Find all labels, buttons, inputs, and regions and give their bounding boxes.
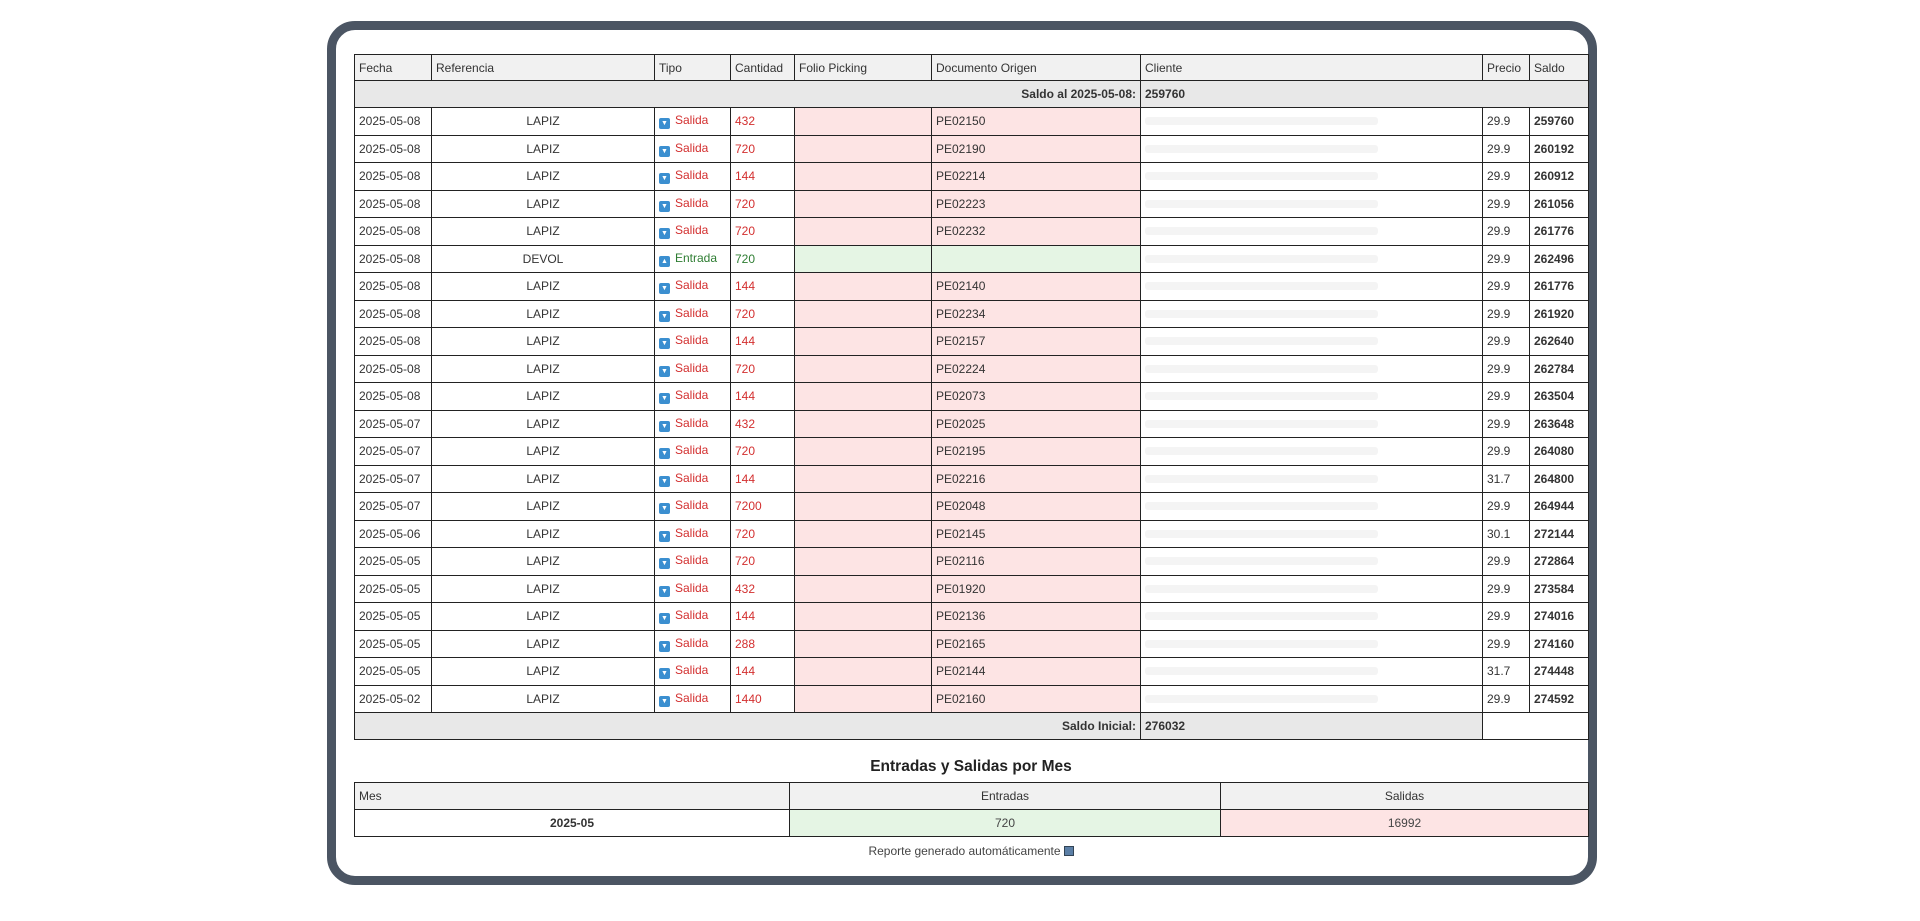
redacted-client: [1145, 227, 1378, 235]
cell-documento-origen[interactable]: PE02234: [932, 300, 1141, 328]
cell-referencia: LAPIZ: [432, 658, 655, 686]
cell-saldo: 274016: [1530, 603, 1589, 631]
cell-folio-picking: [795, 520, 932, 548]
cell-precio: 29.9: [1483, 108, 1530, 136]
cell-cantidad: 432: [731, 108, 795, 136]
cell-fecha: 2025-05-07: [355, 438, 432, 466]
monthly-title: Entradas y Salidas por Mes: [870, 758, 1072, 775]
cell-precio: 29.9: [1483, 328, 1530, 356]
redacted-client: [1145, 640, 1378, 648]
cell-documento-origen[interactable]: PE02165: [932, 630, 1141, 658]
monthly-salidas: 16992: [1221, 810, 1589, 837]
table-row: [355, 355, 1589, 383]
cell-precio: 29.9: [1483, 218, 1530, 246]
cell-precio: 29.9: [1483, 135, 1530, 163]
cell-cliente: [1141, 685, 1483, 713]
cell-saldo: 264800: [1530, 465, 1589, 493]
cell-cliente: [1141, 548, 1483, 576]
cell-cliente: [1141, 410, 1483, 438]
cell-cantidad: 288: [731, 630, 795, 658]
cell-documento-origen[interactable]: PE02144: [932, 658, 1141, 686]
cell-precio: 29.9: [1483, 548, 1530, 576]
report-content: [354, 54, 1588, 858]
cell-cliente: [1141, 273, 1483, 301]
cell-tipo: ▼ Salida: [655, 658, 731, 686]
column-header[interactable]: Cantidad: [731, 55, 795, 81]
cell-documento-origen[interactable]: PE02232: [932, 218, 1141, 246]
cell-precio: 29.9: [1483, 410, 1530, 438]
cell-referencia: LAPIZ: [432, 685, 655, 713]
cell-tipo: ▼ Salida: [655, 190, 731, 218]
column-header[interactable]: Fecha: [355, 55, 432, 81]
cell-folio-picking: [795, 190, 932, 218]
cell-referencia: LAPIZ: [432, 273, 655, 301]
cell-folio-picking: [795, 548, 932, 576]
redacted-client: [1145, 557, 1378, 565]
cell-cantidad: 720: [731, 438, 795, 466]
cell-folio-picking: [795, 685, 932, 713]
arrow-down-icon: ▼: [659, 173, 670, 184]
cell-documento-origen[interactable]: PE02216: [932, 465, 1141, 493]
cell-precio: 31.7: [1483, 658, 1530, 686]
monthly-header-salidas: Salidas: [1221, 783, 1589, 810]
table-row: [355, 218, 1589, 246]
redacted-client: [1145, 392, 1378, 400]
arrow-down-icon: ▼: [659, 311, 670, 322]
chart-icon: [1064, 846, 1074, 856]
cell-documento-origen[interactable]: PE02150: [932, 108, 1141, 136]
cell-precio: 29.9: [1483, 493, 1530, 521]
cell-folio-picking: [795, 300, 932, 328]
redacted-client: [1145, 255, 1378, 263]
cell-cliente: [1141, 245, 1483, 273]
cell-folio-picking: [795, 465, 932, 493]
arrow-down-icon: ▼: [659, 201, 670, 212]
cell-tipo: ▼ Salida: [655, 548, 731, 576]
cell-cliente: [1141, 603, 1483, 631]
cell-precio: 29.9: [1483, 383, 1530, 411]
cell-tipo: ▼ Salida: [655, 575, 731, 603]
cell-saldo: 262496: [1530, 245, 1589, 273]
cell-folio-picking: [795, 575, 932, 603]
cell-fecha: 2025-05-05: [355, 548, 432, 576]
table-row: [355, 273, 1589, 301]
cell-documento-origen[interactable]: PE02223: [932, 190, 1141, 218]
cell-saldo: 263504: [1530, 383, 1589, 411]
table-row: [355, 658, 1589, 686]
cell-documento-origen[interactable]: PE02136: [932, 603, 1141, 631]
cell-referencia: LAPIZ: [432, 218, 655, 246]
cell-fecha: 2025-05-06: [355, 520, 432, 548]
cell-referencia: LAPIZ: [432, 575, 655, 603]
cell-documento-origen[interactable]: PE02025: [932, 410, 1141, 438]
arrow-down-icon: ▼: [659, 503, 670, 514]
cell-documento-origen[interactable]: PE01920: [932, 575, 1141, 603]
cell-tipo: ▼ Salida: [655, 108, 731, 136]
cell-referencia: LAPIZ: [432, 383, 655, 411]
cell-saldo: 261776: [1530, 218, 1589, 246]
arrow-down-icon: ▼: [659, 641, 670, 652]
cell-folio-picking: [795, 410, 932, 438]
cell-tipo: ▼ Salida: [655, 135, 731, 163]
cell-referencia: LAPIZ: [432, 465, 655, 493]
report-frame: [327, 21, 1597, 885]
table-row: [355, 108, 1589, 136]
cell-fecha: 2025-05-08: [355, 135, 432, 163]
monthly-mes: 2025-05: [355, 810, 790, 837]
cell-tipo: ▼ Salida: [655, 520, 731, 548]
redacted-client: [1145, 310, 1378, 318]
cell-saldo: 261056: [1530, 190, 1589, 218]
monthly-header-mes: Mes: [355, 783, 790, 810]
cell-precio: 29.9: [1483, 575, 1530, 603]
arrow-down-icon: ▼: [659, 338, 670, 349]
cell-cantidad: 720: [731, 190, 795, 218]
redacted-client: [1145, 200, 1378, 208]
cell-tipo: ▼ Salida: [655, 163, 731, 191]
redacted-client: [1145, 447, 1378, 455]
redacted-client: [1145, 502, 1378, 510]
cell-cliente: [1141, 300, 1483, 328]
arrow-down-icon: ▼: [659, 393, 670, 404]
column-header[interactable]: Tipo: [655, 55, 731, 81]
cell-saldo: 262784: [1530, 355, 1589, 383]
movements-table: [354, 54, 1589, 740]
table-row: [355, 383, 1589, 411]
cell-referencia: LAPIZ: [432, 410, 655, 438]
cell-cliente: [1141, 135, 1483, 163]
cell-cliente: [1141, 383, 1483, 411]
cell-documento-origen[interactable]: PE02140: [932, 273, 1141, 301]
cell-precio: 29.9: [1483, 190, 1530, 218]
cell-documento-origen[interactable]: PE02048: [932, 493, 1141, 521]
table-row: [355, 410, 1589, 438]
arrow-down-icon: ▼: [659, 448, 670, 459]
monthly-entradas: 720: [790, 810, 1221, 837]
cell-cantidad: 1440: [731, 685, 795, 713]
monthly-table: [354, 782, 1589, 837]
cell-saldo: 274592: [1530, 685, 1589, 713]
cell-documento-origen[interactable]: PE02195: [932, 438, 1141, 466]
table-row: [355, 438, 1589, 466]
cell-precio: 29.9: [1483, 438, 1530, 466]
cell-fecha: 2025-05-08: [355, 273, 432, 301]
cell-folio-picking: [795, 108, 932, 136]
arrow-down-icon: ▼: [659, 613, 670, 624]
cell-cliente: [1141, 108, 1483, 136]
cell-fecha: 2025-05-02: [355, 685, 432, 713]
cell-cantidad: 720: [731, 548, 795, 576]
cell-cantidad: 720: [731, 135, 795, 163]
cell-fecha: 2025-05-07: [355, 465, 432, 493]
cell-precio: 29.9: [1483, 355, 1530, 383]
cell-cantidad: 432: [731, 575, 795, 603]
table-row: [355, 135, 1589, 163]
cell-referencia: LAPIZ: [432, 438, 655, 466]
cell-fecha: 2025-05-08: [355, 108, 432, 136]
cell-tipo: ▼ Salida: [655, 465, 731, 493]
cell-cantidad: 720: [731, 218, 795, 246]
cell-cliente: [1141, 493, 1483, 521]
cell-precio: 31.7: [1483, 465, 1530, 493]
cell-referencia: LAPIZ: [432, 328, 655, 356]
cell-cantidad: 720: [731, 245, 795, 273]
redacted-client: [1145, 282, 1378, 290]
cell-saldo: 261776: [1530, 273, 1589, 301]
cell-cantidad: 720: [731, 355, 795, 383]
cell-cantidad: 720: [731, 520, 795, 548]
table-row: [355, 300, 1589, 328]
table-row: [355, 245, 1589, 273]
cell-referencia: LAPIZ: [432, 300, 655, 328]
saldo-inicial-row: [355, 713, 1589, 740]
monthly-row: [355, 810, 1589, 837]
cell-folio-picking: [795, 658, 932, 686]
column-header[interactable]: Documento Origen: [932, 55, 1141, 81]
table-row: [355, 603, 1589, 631]
cell-cantidad: 432: [731, 410, 795, 438]
cell-folio-picking: [795, 163, 932, 191]
cell-cliente: [1141, 520, 1483, 548]
monthly-header-entradas: Entradas: [790, 783, 1221, 810]
column-header[interactable]: Referencia: [432, 55, 655, 81]
table-row: [355, 548, 1589, 576]
cell-fecha: 2025-05-05: [355, 575, 432, 603]
table-row: [355, 493, 1589, 521]
table-row: [355, 520, 1589, 548]
cell-referencia: LAPIZ: [432, 190, 655, 218]
cell-cantidad: 144: [731, 603, 795, 631]
cell-precio: 29.9: [1483, 245, 1530, 273]
redacted-client: [1145, 337, 1378, 345]
arrow-down-icon: ▼: [659, 366, 670, 377]
cell-folio-picking: [795, 245, 932, 273]
cell-precio: 29.9: [1483, 300, 1530, 328]
cell-folio-picking: [795, 355, 932, 383]
cell-folio-picking: [795, 438, 932, 466]
redacted-client: [1145, 695, 1378, 703]
saldo-current-value: 259760: [1141, 81, 1483, 108]
saldo-current-label: Saldo al 2025-05-08:: [355, 81, 1141, 108]
cell-referencia: LAPIZ: [432, 493, 655, 521]
cell-precio: 29.9: [1483, 163, 1530, 191]
cell-referencia: DEVOL: [432, 245, 655, 273]
cell-folio-picking: [795, 383, 932, 411]
cell-tipo: ▼ Salida: [655, 273, 731, 301]
cell-cantidad: 144: [731, 658, 795, 686]
cell-saldo: 272144: [1530, 520, 1589, 548]
redacted-client: [1145, 172, 1378, 180]
column-header[interactable]: Precio: [1483, 55, 1530, 81]
arrow-down-icon: ▼: [659, 283, 670, 294]
cell-fecha: 2025-05-08: [355, 300, 432, 328]
arrow-down-icon: ▼: [659, 476, 670, 487]
cell-precio: 29.9: [1483, 603, 1530, 631]
cell-referencia: LAPIZ: [432, 520, 655, 548]
arrow-down-icon: ▼: [659, 118, 670, 129]
cell-cliente: [1141, 465, 1483, 493]
cell-saldo: 274448: [1530, 658, 1589, 686]
cell-referencia: LAPIZ: [432, 603, 655, 631]
cell-folio-picking: [795, 135, 932, 163]
column-header[interactable]: Folio Picking: [795, 55, 932, 81]
cell-fecha: 2025-05-05: [355, 630, 432, 658]
cell-tipo: ▼ Salida: [655, 493, 731, 521]
cell-cantidad: 144: [731, 163, 795, 191]
table-row: [355, 163, 1589, 191]
arrow-down-icon: ▼: [659, 421, 670, 432]
saldo-inicial-label: Saldo Inicial:: [355, 713, 1141, 740]
cell-documento-origen[interactable]: PE02073: [932, 383, 1141, 411]
cell-folio-picking: [795, 603, 932, 631]
cell-referencia: LAPIZ: [432, 630, 655, 658]
cell-documento-origen[interactable]: [932, 245, 1141, 273]
cell-cliente: [1141, 438, 1483, 466]
cell-saldo: 261920: [1530, 300, 1589, 328]
arrow-down-icon: ▼: [659, 586, 670, 597]
column-header[interactable]: Saldo: [1530, 55, 1589, 81]
cell-tipo: ▼ Salida: [655, 630, 731, 658]
cell-cantidad: 144: [731, 465, 795, 493]
cell-cliente: [1141, 630, 1483, 658]
cell-fecha: 2025-05-08: [355, 245, 432, 273]
cell-saldo: 264944: [1530, 493, 1589, 521]
arrow-down-icon: ▼: [659, 668, 670, 679]
cell-documento-origen[interactable]: PE02160: [932, 685, 1141, 713]
cell-documento-origen[interactable]: PE02145: [932, 520, 1141, 548]
table-row: [355, 685, 1589, 713]
table-row: [355, 575, 1589, 603]
redacted-client: [1145, 475, 1378, 483]
cell-tipo: ▼ Salida: [655, 410, 731, 438]
cell-precio: 29.9: [1483, 685, 1530, 713]
cell-precio: 29.9: [1483, 630, 1530, 658]
redacted-client: [1145, 585, 1378, 593]
table-row: [355, 465, 1589, 493]
saldo-inicial-value: 276032: [1141, 713, 1483, 740]
cell-fecha: 2025-05-08: [355, 163, 432, 191]
table-row: [355, 190, 1589, 218]
cell-fecha: 2025-05-08: [355, 218, 432, 246]
cell-cantidad: 144: [731, 328, 795, 356]
cell-fecha: 2025-05-07: [355, 493, 432, 521]
cell-referencia: LAPIZ: [432, 163, 655, 191]
saldo-current-row: [355, 81, 1589, 108]
cell-saldo: 274160: [1530, 630, 1589, 658]
cell-tipo: ▼ Salida: [655, 603, 731, 631]
monthly-header-row: [355, 783, 1589, 810]
arrow-down-icon: ▼: [659, 531, 670, 542]
cell-fecha: 2025-05-08: [355, 328, 432, 356]
column-header[interactable]: Cliente: [1141, 55, 1483, 81]
cell-saldo: 272864: [1530, 548, 1589, 576]
cell-tipo: ▲ Entrada: [655, 245, 731, 273]
report-footer: [354, 844, 1588, 858]
cell-saldo: 259760: [1530, 108, 1589, 136]
cell-fecha: 2025-05-08: [355, 383, 432, 411]
cell-cantidad: 720: [731, 300, 795, 328]
cell-precio: 29.9: [1483, 273, 1530, 301]
cell-fecha: 2025-05-05: [355, 603, 432, 631]
table-row: [355, 630, 1589, 658]
cell-fecha: 2025-05-08: [355, 190, 432, 218]
arrow-up-icon: ▲: [659, 256, 670, 267]
footer-text: Reporte generado automáticamente: [868, 844, 1061, 858]
cell-referencia: LAPIZ: [432, 355, 655, 383]
redacted-client: [1145, 667, 1378, 675]
cell-saldo: 262640: [1530, 328, 1589, 356]
cell-cantidad: 144: [731, 383, 795, 411]
cell-saldo: 260912: [1530, 163, 1589, 191]
cell-cliente: [1141, 190, 1483, 218]
cell-cliente: [1141, 218, 1483, 246]
cell-saldo: 273584: [1530, 575, 1589, 603]
cell-cliente: [1141, 328, 1483, 356]
cell-cliente: [1141, 163, 1483, 191]
cell-cantidad: 144: [731, 273, 795, 301]
cell-documento-origen[interactable]: PE02157: [932, 328, 1141, 356]
redacted-client: [1145, 145, 1378, 153]
cell-saldo: 264080: [1530, 438, 1589, 466]
table-row: [355, 328, 1589, 356]
cell-tipo: ▼ Salida: [655, 438, 731, 466]
cell-fecha: 2025-05-07: [355, 410, 432, 438]
arrow-down-icon: ▼: [659, 146, 670, 157]
cell-tipo: ▼ Salida: [655, 383, 731, 411]
table-header-row: [355, 55, 1589, 81]
cell-tipo: ▼ Salida: [655, 300, 731, 328]
cell-tipo: ▼ Salida: [655, 685, 731, 713]
redacted-client: [1145, 117, 1378, 125]
cell-tipo: ▼ Salida: [655, 355, 731, 383]
cell-referencia: LAPIZ: [432, 548, 655, 576]
cell-folio-picking: [795, 328, 932, 356]
redacted-client: [1145, 530, 1378, 538]
cell-folio-picking: [795, 218, 932, 246]
cell-documento-origen[interactable]: PE02190: [932, 135, 1141, 163]
redacted-client: [1145, 365, 1378, 373]
cell-cantidad: 7200: [731, 493, 795, 521]
cell-documento-origen[interactable]: PE02224: [932, 355, 1141, 383]
redacted-client: [1145, 612, 1378, 620]
cell-cliente: [1141, 575, 1483, 603]
cell-fecha: 2025-05-05: [355, 658, 432, 686]
cell-folio-picking: [795, 630, 932, 658]
cell-saldo: 263648: [1530, 410, 1589, 438]
cell-referencia: LAPIZ: [432, 135, 655, 163]
cell-tipo: ▼ Salida: [655, 328, 731, 356]
cell-saldo: 260192: [1530, 135, 1589, 163]
redacted-client: [1145, 420, 1378, 428]
cell-precio: 30.1: [1483, 520, 1530, 548]
cell-documento-origen[interactable]: PE02214: [932, 163, 1141, 191]
arrow-down-icon: ▼: [659, 558, 670, 569]
cell-fecha: 2025-05-08: [355, 355, 432, 383]
cell-cliente: [1141, 658, 1483, 686]
cell-referencia: LAPIZ: [432, 108, 655, 136]
arrow-down-icon: ▼: [659, 696, 670, 707]
cell-folio-picking: [795, 273, 932, 301]
cell-documento-origen[interactable]: PE02116: [932, 548, 1141, 576]
cell-tipo: ▼ Salida: [655, 218, 731, 246]
arrow-down-icon: ▼: [659, 228, 670, 239]
cell-folio-picking: [795, 493, 932, 521]
cell-cliente: [1141, 355, 1483, 383]
